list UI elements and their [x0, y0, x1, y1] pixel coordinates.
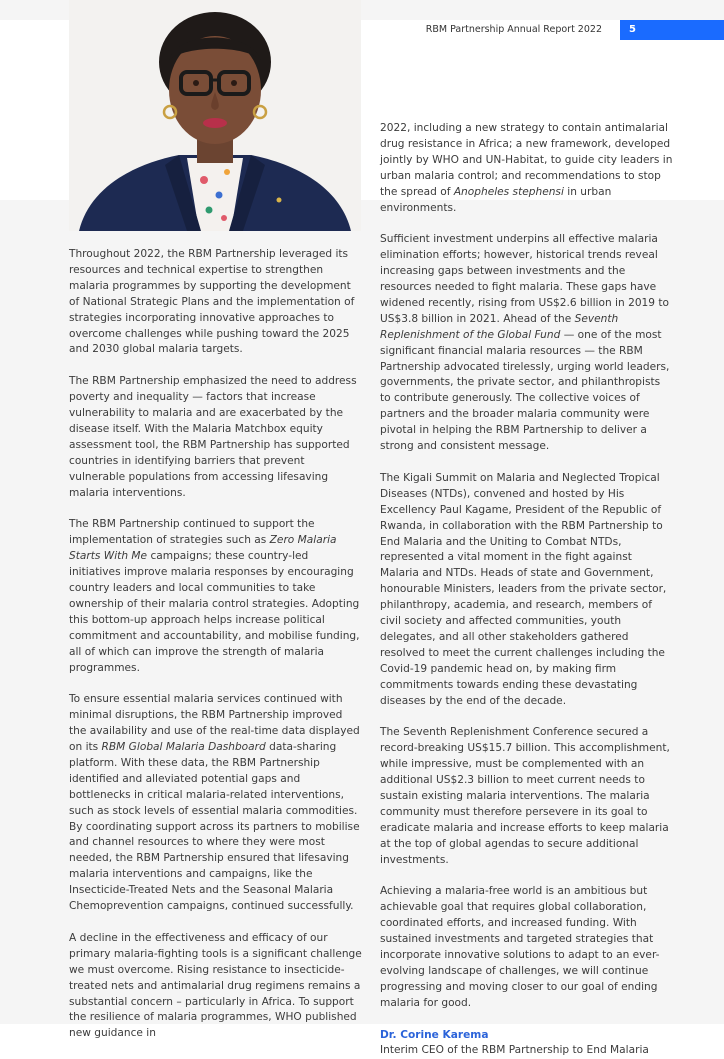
signature-title: Interim CEO of the RBM Partnership to End Malaria [380, 1044, 649, 1057]
paragraph: The Seventh Replenishment Conference secured a record-breaking US$15.7 billion. This accomplishment, while impressive, must be complemented with an additional US$2.3 billion to meet current needs to sustain existing malaria interventions. The malaria community must therefore persevere in its goal to eradicate malaria and increase efforts to keep malaria at the top of global agendas to secure additional investments. [380, 726, 670, 866]
platform-name: RBM Global Malaria Dashboard [101, 741, 266, 754]
portrait-photo [69, 0, 361, 231]
paragraph-text: — one of the most significant financial malaria resources — the RBM Partnership advocated tirelessly, urging world leaders, governments, the private sector, and philanthropists to contribute generously. The collective voices of partners and the broader malaria community were pivotal in helping the RBM Partnership to deliver a strong and consistent message. [380, 328, 670, 453]
signature-name: Dr. Corine Karema [380, 1028, 489, 1041]
paragraph: The Kigali Summit on Malaria and Neglected Tropical Diseases (NTDs), convened and hosted by His Excellency Paul Kagame, President of the Republic of Rwanda, in collaboration with the RBM Partnership to End Malaria and the Uniting to Combat NTDs, represented a vital moment in the fight against Malaria and NTDs. Heads of state and Government, honourable Ministers, leaders from the private sector, philanthropy, academia, and research, members of civil society and affected communities, youth delegates, and all other stakeholders gathered resolved to meet the current challenges including the Covid-19 pandemic head on, by making firm commitments towards ending these devastating diseases by the end of the decade. [380, 471, 667, 707]
paragraph-text: Sufficient investment underpins all effective malaria elimination efforts; however, historical trends reveal increasing gaps between investments and the resources needed to fight malaria. These gaps have widened recently, rising from US$2.6 billion in 2019 to US$3.8 billion in 2021. Ahead of the [380, 233, 670, 325]
left-text-column [69, 247, 363, 1058]
paragraph-text: campaigns; these country-led initiatives improve malaria responses by encouraging country leaders and local communities to take ownership of their malaria control strategies. Adopting this bottom-up approach helps increase political commitment and accountability, and mobilise funding, all of which can improve the strength of malaria programmes. [69, 550, 360, 674]
paragraph: The RBM Partnership emphasized the need to address poverty and inequality — factors that increase vulnerability to malaria and are exacerbated by the disease itself. With the Malaria Matchbox equity assessment tool, the RBM Partnership has supported countries in identifying barriers that prevent vulnerable populations from accessing lifesaving malaria interventions. [69, 375, 357, 499]
paragraph-text: data-sharing platform. With these data, the RBM Partnership identified and alleviated potential gaps and bottlenecks in critical malaria-related interventions, such as stock levels of essential malaria commodities. By coordinating support across its partners to mobilise and channel resources to where they were most needed, the RBM Partnership ensured that lifesaving malaria interventions and campaigns, like the Insecticide-Treated Nets and the Seasonal Malaria Chemoprevention campaigns, continued successfully. [69, 741, 360, 913]
report-title: RBM Partnership Annual Report 2022 [425, 24, 602, 35]
campaign-name: Zero Malaria Starts With Me [69, 534, 337, 563]
page-number-badge: 5 [620, 20, 724, 40]
paragraph-text: in urban environments. [380, 185, 612, 214]
paragraph-text: To ensure essential malaria services continued with minimal disruptions, the RBM Partnership improved the availability and use of the real-time data displayed on its [69, 693, 360, 754]
paragraph [380, 232, 674, 455]
paragraph [69, 692, 363, 915]
paragraph: A decline in the effectiveness and efficacy of our primary malaria-fighting tools is a significant challenge we must overcome. Rising resistance to insecticide-treated nets and antimalarial drug regimens remains a substantial concern – particularly in Africa. To support the resilience of malaria programmes, WHO published new guidance in [69, 931, 362, 1040]
paragraph: Achieving a malaria-free world is an ambitious but achievable goal that requires global collaboration, coordinated efforts, and increased funding. With sustained investments and targeted strategies that incorporate innovative solutions to adapt to an ever-evolving landscape of challenges, we will continue progressing and moving closer to our goal of ending malaria for good. [380, 885, 660, 1009]
paragraph-text: The RBM Partnership continued to support the implementation of strategies such as [69, 518, 315, 547]
paragraph: Throughout 2022, the RBM Partnership leveraged its resources and technical expertise to strengthen malaria programmes by supporting the development of National Strategic Plans and the implementation of strategies incorporating innovative approaches to overcome challenges while pushing toward the 2025 and 2030 global malaria targets. [69, 248, 355, 356]
paragraph [380, 121, 674, 216]
species-name: Anopheles stephensi [453, 185, 564, 198]
paragraph [69, 517, 363, 676]
right-text-column [380, 121, 674, 1059]
paragraph-text: 2022, including a new strategy to contain antimalarial drug resistance in Africa; a new framework, developed jointly by WHO and UN-Habitat, to guide city leaders in urban malaria control; and recommendations to stop the spread of [380, 122, 673, 198]
fund-name: Seventh Replenishment of the Global Fund [380, 312, 619, 341]
